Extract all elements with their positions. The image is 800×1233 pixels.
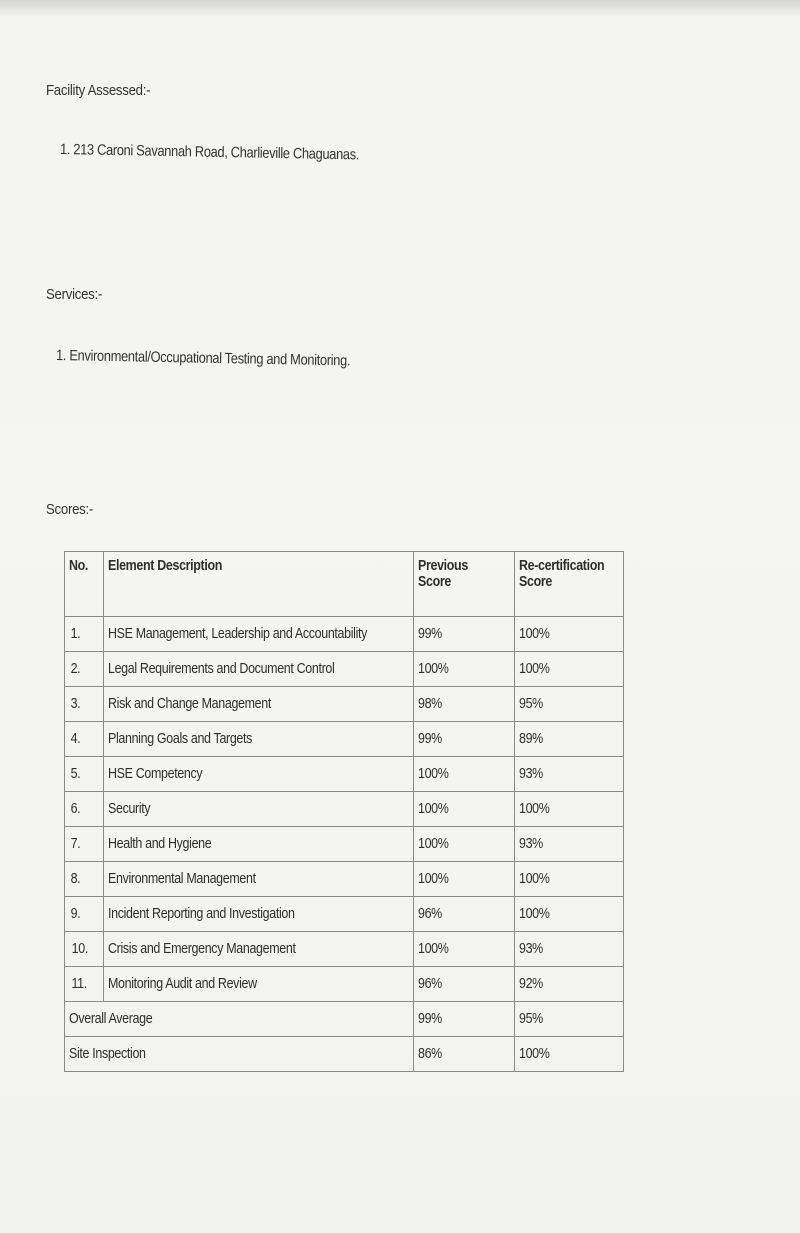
row-number: 9. — [65, 897, 104, 932]
row-recert-score: 93% — [515, 827, 624, 862]
header-previous-score: Previous Score — [414, 552, 515, 617]
top-edge-shadow — [0, 0, 800, 16]
table-row — [65, 757, 624, 792]
row-description: HSE Management, Leadership and Accountability — [104, 617, 414, 652]
row-recert-score: 95% — [515, 687, 624, 722]
row-previous-score: 100% — [414, 792, 515, 827]
table-header-row — [65, 552, 624, 617]
row-previous-score: 99% — [414, 617, 515, 652]
row-recert-score: 92% — [515, 967, 624, 1002]
row-description: Risk and Change Management — [104, 687, 414, 722]
row-recert-score: 100% — [515, 792, 624, 827]
table-row — [65, 652, 624, 687]
facility-assessed-heading: Facility Assessed:- — [46, 82, 151, 99]
row-recert-score: 93% — [515, 757, 624, 792]
row-number: 1. — [65, 617, 104, 652]
row-number: 10. — [65, 932, 104, 967]
summary-previous-score: 99% — [414, 1002, 515, 1037]
row-previous-score: 100% — [414, 932, 515, 967]
scores-heading: Scores:- — [46, 501, 94, 518]
table-row — [65, 932, 624, 967]
summary-recert-score: 95% — [515, 1002, 624, 1037]
row-number: 4. — [65, 722, 104, 757]
row-description: HSE Competency — [104, 757, 414, 792]
facility-address-item: 1. 213 Caroni Savannah Road, Charlieville Chaguanas. — [59, 141, 360, 164]
row-recert-score: 100% — [515, 862, 624, 897]
summary-row-site-inspection — [65, 1037, 624, 1072]
row-number: 6. — [65, 792, 104, 827]
scores-table — [64, 551, 624, 1072]
table-row — [65, 722, 624, 757]
row-description: Legal Requirements and Document Control — [104, 652, 414, 687]
row-description: Crisis and Emergency Management — [104, 932, 414, 967]
table-row — [65, 862, 624, 897]
summary-row-overall-average — [65, 1002, 624, 1037]
table-row — [65, 617, 624, 652]
row-recert-score: 100% — [515, 897, 624, 932]
row-number: 11. — [65, 967, 104, 1002]
header-no: No. — [65, 552, 104, 617]
row-previous-score: 99% — [414, 722, 515, 757]
row-number: 7. — [65, 827, 104, 862]
header-element-description: Element Description — [104, 552, 414, 617]
summary-label: Overall Average — [65, 1002, 414, 1037]
summary-recert-score: 100% — [515, 1037, 624, 1072]
row-previous-score: 96% — [414, 897, 515, 932]
row-description: Environmental Management — [104, 862, 414, 897]
row-description: Security — [104, 792, 414, 827]
summary-previous-score: 86% — [414, 1037, 515, 1072]
row-previous-score: 96% — [414, 967, 515, 1002]
row-previous-score: 100% — [414, 757, 515, 792]
row-recert-score: 93% — [515, 932, 624, 967]
service-item: 1. Environmental/Occupational Testing and Monitoring. — [55, 347, 351, 370]
summary-label: Site Inspection — [65, 1037, 414, 1072]
row-number: 2. — [65, 652, 104, 687]
row-number: 5. — [65, 757, 104, 792]
row-description: Incident Reporting and Investigation — [104, 897, 414, 932]
services-heading: Services:- — [46, 286, 103, 303]
row-previous-score: 100% — [414, 862, 515, 897]
table-row — [65, 792, 624, 827]
row-description: Health and Hygiene — [104, 827, 414, 862]
table-row — [65, 967, 624, 1002]
row-recert-score: 89% — [515, 722, 624, 757]
row-number: 8. — [65, 862, 104, 897]
row-previous-score: 100% — [414, 827, 515, 862]
row-recert-score: 100% — [515, 617, 624, 652]
row-recert-score: 100% — [515, 652, 624, 687]
row-description: Planning Goals and Targets — [104, 722, 414, 757]
table-row — [65, 897, 624, 932]
header-recertification-score: Re-certification Score — [515, 552, 624, 617]
row-number: 3. — [65, 687, 104, 722]
row-previous-score: 98% — [414, 687, 515, 722]
row-description: Monitoring Audit and Review — [104, 967, 414, 1002]
table-row — [65, 827, 624, 862]
row-previous-score: 100% — [414, 652, 515, 687]
table-row — [65, 687, 624, 722]
